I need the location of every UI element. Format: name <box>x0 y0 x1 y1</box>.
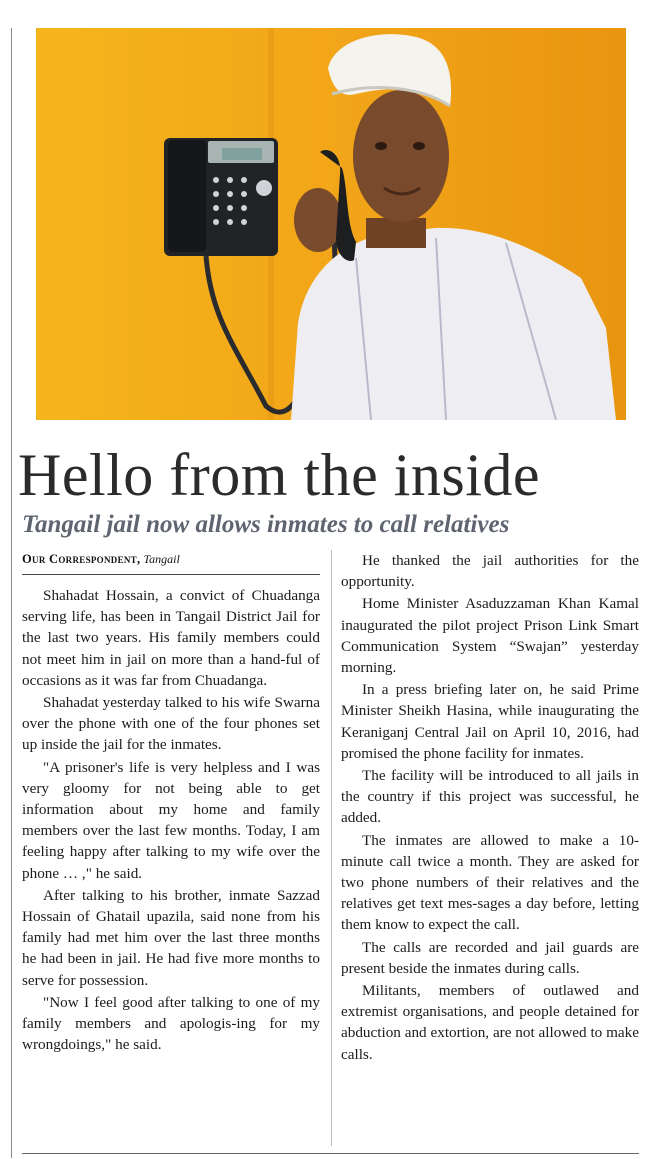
body-paragraph: Militants, members of outlawed and extremist organisations, and people detained for abduction and extortion, are not allowed to make calls. <box>341 982 639 1063</box>
body-paragraph: Shahadat Hossain, a convict of Chuadanga serving life, has been in Tangail District Jail for the last two years. His family members could not meet him in jail on more than a hand-ful of occasions as it was far from Chuadanga. <box>22 587 320 689</box>
body-paragraph: The inmates are allowed to make a 10-minute call twice a month. They are asked for two phone numbers of their relatives and the relatives get text mes-sages a day before, letting them know to expect the call. <box>341 831 639 934</box>
body-paragraph: He thanked the jail authorities for the opportunity. <box>341 552 639 591</box>
byline-location: Tangail <box>143 552 180 566</box>
bottom-rule <box>22 1153 639 1154</box>
body-paragraph: "Now I feel good after talking to one of my family members and apologis-ing for my wrongdoings," he said. <box>22 993 320 1054</box>
byline-rule <box>22 574 320 575</box>
body-paragraph: Home Minister Asaduzzaman Khan Kamal inaugurated the pilot project Prison Link Smart Communication System “Swajan” yesterday morning. <box>341 595 639 677</box>
body-paragraph: "A prisoner's life is very helpless and I was very gloomy for not being able to get information about my home and family members over the last few months. Today, I am feeling happy after talking to my wife over the phone … ," he said. <box>22 758 320 882</box>
byline <box>22 552 180 567</box>
headline: Hello from the inside <box>18 442 541 508</box>
column-divider <box>331 550 332 1146</box>
article-column-left <box>22 585 320 1055</box>
body-paragraph: After talking to his brother, inmate Sazzad Hossain of Ghatail upazila, said none from his family had met him over the last three months he had been in jail. He had five more months to serve for possession. <box>22 886 320 989</box>
body-paragraph: Shahadat yesterday talked to his wife Swarna over the phone with one of the four phones set up inside the jail for the inmates. <box>22 694 320 754</box>
article-photo <box>36 28 626 420</box>
desk-phone-icon <box>164 138 278 256</box>
subheadline: Tangail jail now allows inmates to call relatives <box>22 511 510 538</box>
page-left-rule <box>11 28 12 1158</box>
body-paragraph: The calls are recorded and jail guards are present beside the inmates during calls. <box>341 938 639 977</box>
byline-author: Our Correspondent, <box>22 552 141 566</box>
body-paragraph: The facility will be introduced to all jails in the country if this project was successful, he added. <box>341 767 639 827</box>
article-column-right <box>341 550 639 1065</box>
body-paragraph: In a press briefing later on, he said Prime Minister Sheikh Hasina, while inaugurating the Keraniganj Central Jail on April 10, 2016, had promised the phone facility for inmates. <box>341 681 639 762</box>
